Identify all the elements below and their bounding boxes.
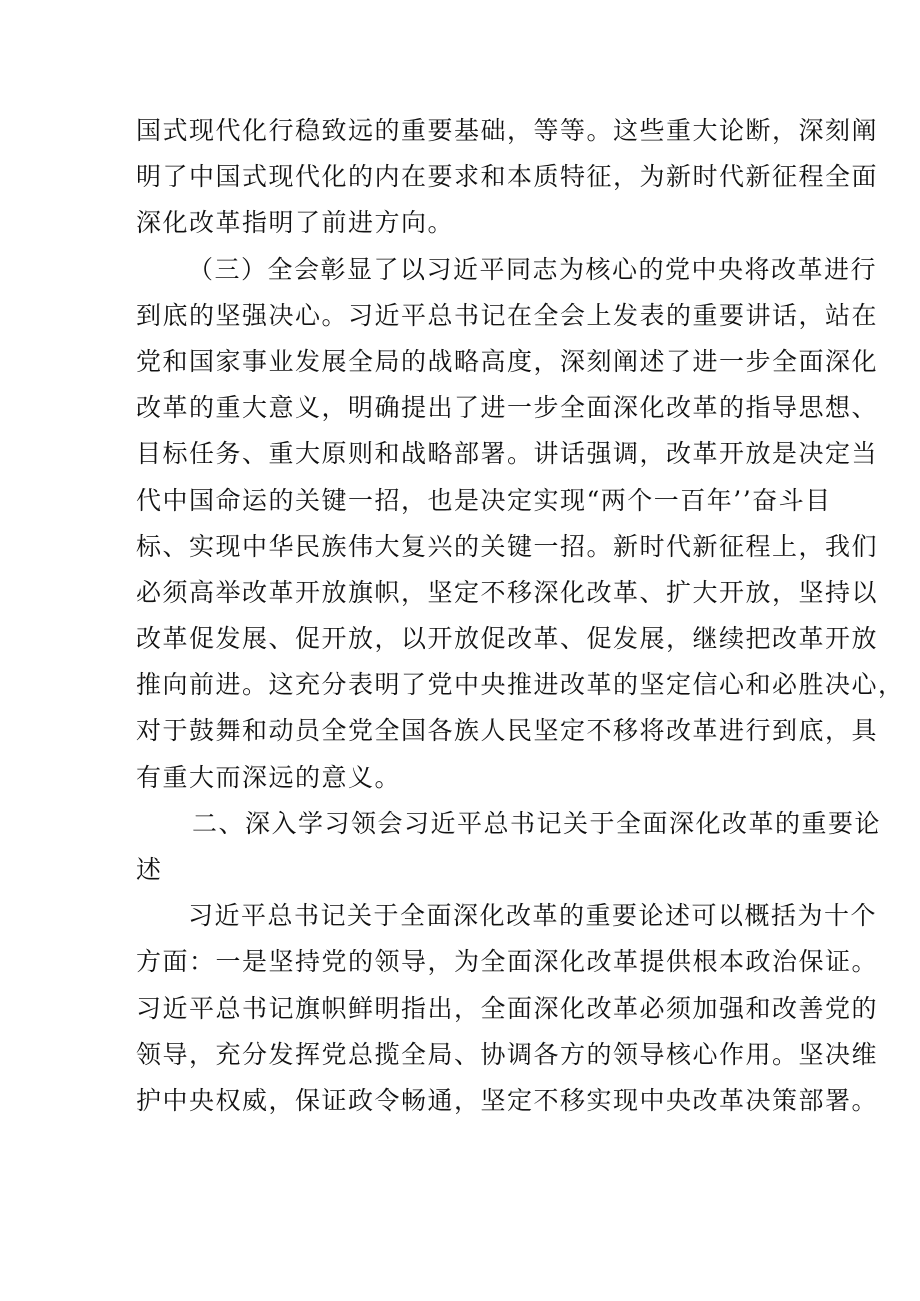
text-line: 习近平总书记关于全面深化改革的重要论述可以概括为十个 (188, 901, 878, 931)
text-line: 必须高举改革开放旗帜，坚定不移深化改革、扩大开放，坚持以 (136, 577, 879, 607)
text-line: 领导，充分发挥党总揽全局、协调各方的领导核心作用。坚决维 (136, 1039, 879, 1069)
text-line: 改革促发展、促开放，以开放促改革、促发展，继续把改革开放 (136, 624, 879, 654)
text-line: 标、实现中华民族伟大复兴的关键一招。新时代新征程上，我们 (136, 531, 879, 561)
body-text (136, 108, 905, 1124)
text-line: 目标任务、重大原则和战略部署。讲话强调，改革开放是决定当 (136, 439, 879, 469)
text-line: 到底的坚强决心。习近平总书记在全会上发表的重要讲话，站在 (136, 300, 879, 330)
text-line: 代中国命运的关键一招，也是决定实现“两个一百年’’奋斗目 (136, 485, 832, 515)
text-line: 有重大而深远的意义。 (136, 762, 402, 792)
text-line: 党和国家事业发展全局的战略高度，深刻阐述了进一步全面深化 (136, 346, 879, 376)
text-line: （三）全会彰显了以习近平同志为核心的党中央将改革进行 (188, 254, 878, 284)
text-line: 护中央权威，保证政令畅通，坚定不移实现中央改革决策部署。 (136, 1085, 879, 1115)
text-line: 深化改革指明了前进方向。 (136, 208, 455, 238)
text-line: 国式现代化行稳致远的重要基础，等等。这些重大论断，深刻阐 (136, 116, 879, 145)
text-line: 明了中国式现代化的内在要求和本质特征，为新时代新征程全面 (136, 162, 879, 192)
text-line: 推向前进。这充分表明了党中央推进改革的坚定信心和必胜决心， (136, 670, 905, 700)
text-line: 对于鼓舞和动员全党全国各族人民坚定不移将改革进行到底，具 (136, 716, 879, 746)
section-heading: 二、深入学习领会习近平总书记关于全面深化改革的重要论 (192, 808, 882, 838)
text-line: 改革的重大意义，明确提出了进一步全面深化改革的指导思想、 (136, 393, 879, 423)
text-line: 习近平总书记旗帜鲜明指出，全面深化改革必须加强和改善党的 (136, 993, 879, 1023)
section-heading-continued: 述 (136, 855, 163, 884)
text-line: 方面：一是坚持党的领导，为全面深化改革提供根本政治保证。 (136, 947, 879, 977)
